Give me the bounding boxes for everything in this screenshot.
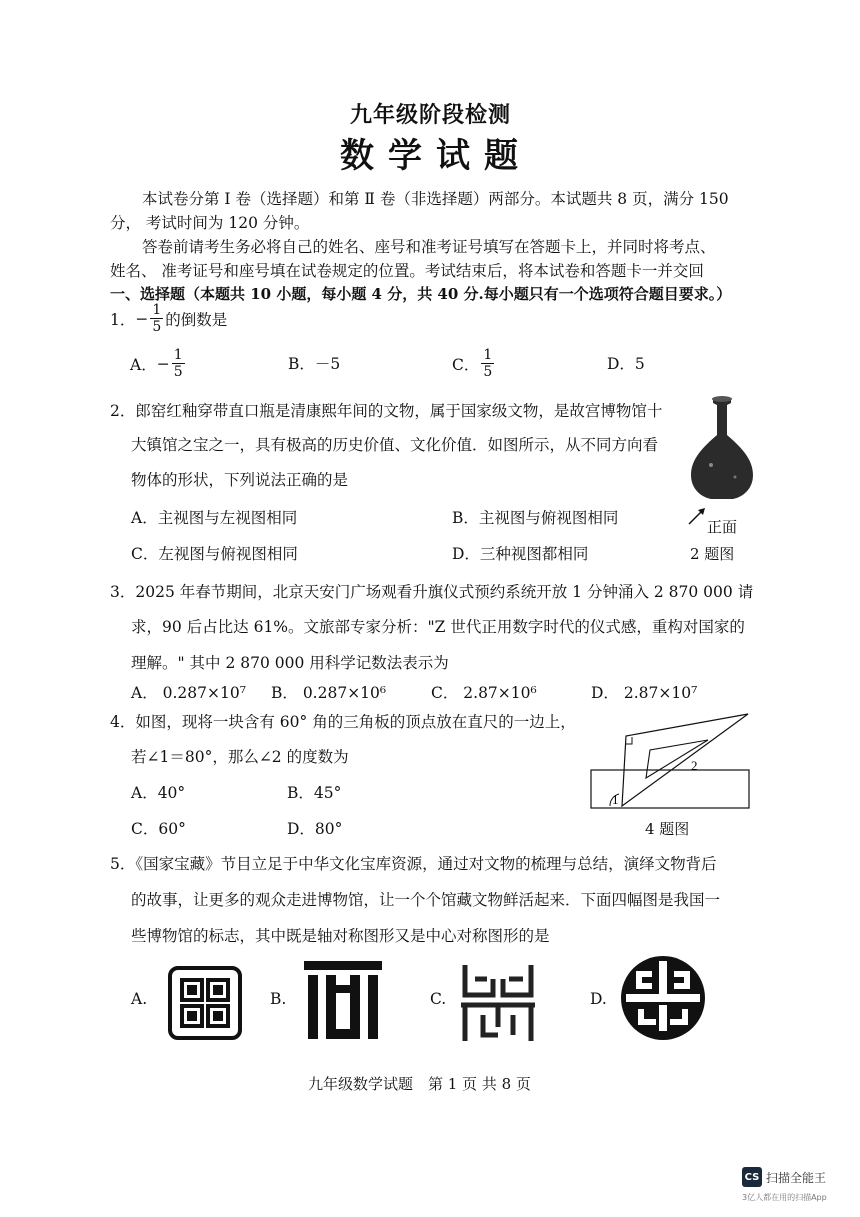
q2-line-2: 大镇馆之宝之一，具有极高的历史价值、文化价值．如图所示，从不同方向看 [131,436,659,454]
option-c[interactable]: C．60° [131,820,186,838]
option-b[interactable]: B． 0.287×10⁶ [271,684,387,702]
option-c[interactable]: C． 2.87×10⁶ [431,684,537,702]
option-c[interactable]: C．左视图与俯视图相同 [131,545,298,563]
intro-line-2: 分， 考试时间为 120 分钟。 [110,214,310,232]
intro-line-1: 本试卷分第 Ⅰ 卷（选择题）和第 Ⅱ 卷（非选择题）两部分。本试题共 8 页，满分 150 [142,190,729,208]
triangle-inner [646,740,708,778]
option-d[interactable]: D． 2.87×10⁷ [591,684,698,702]
minus-sign: − [135,309,149,328]
intro-line-3: 答卷前请考生务必将自己的姓名、座号和准考证号填写在答题卡上，并同时将考点、 [142,238,716,256]
q3-line-3: 理解。" 其中 2 870 000 用科学记数法表示为 [131,654,449,672]
numerator: 1 [173,347,183,363]
option-a[interactable] [130,347,187,380]
q3-line-1: 3．2025 年春节期间，北京天安门广场观看升旗仪式预约系统开放 1 分钟涌入 2 870 000 请 [110,583,754,601]
option-d[interactable]: D．80° [287,820,343,838]
option-b[interactable]: B．－5 [288,355,341,373]
vase-image [683,395,763,501]
scanner-app-name: 扫描全能王 [766,1170,827,1185]
arrow-icon [686,505,708,527]
option-label: A． [130,355,157,374]
triangle-ruler [622,714,748,806]
option-a[interactable]: A. [131,990,148,1008]
page-footer: 九年级数学试题 第 1 页 共 8 页 [308,1075,531,1093]
option-b[interactable]: B．45° [287,784,342,802]
question-number: 1． [110,310,136,329]
front-view-label: 正面 [707,518,738,536]
q4-line-2: 若∠1＝80°，那么∠2 的度数为 [131,748,349,766]
figure-caption: 2 题图 [690,545,735,563]
museum-logo-b [298,955,388,1045]
option-b[interactable]: B. [270,990,287,1008]
scanner-watermark [742,1167,826,1187]
denominator: 5 [173,364,183,380]
q3-line-2: 求，90 后占比达 61%。文旅部专家分析："Z 世代正用数字时代的仪式感，重构对国家的 [131,618,745,636]
intro-line-4: 姓名、 准考证号和座号填在试卷规定的位置。考试结束后，将本试卷和答题卡一并交回 [110,262,704,280]
denominator: 5 [152,319,162,335]
q5-line-2: 的故事，让更多的观众走进博物馆，让一个个馆藏文物鲜活起来．下面四幅图是我国一 [131,891,721,909]
numerator: 1 [152,302,162,318]
q2-line-1: 2．郎窑红釉穿带直口瓶是清康熙年间的文物，属于国家级文物，是故宫博物馆十 [110,402,663,420]
exam-subject-title: 数学试题 [340,136,532,176]
q5-line-1: 5．《国家宝藏》节目立足于中华文化宝库资源，通过对文物的梳理与总结，演绎文物背后 [110,855,717,873]
museum-logo-a [160,958,250,1048]
angle-1-label: 1 [612,792,619,807]
option-c[interactable]: C. [430,990,447,1008]
option-b[interactable]: B．主视图与俯视图相同 [452,509,619,527]
option-a[interactable]: A．40° [131,784,186,802]
option-d[interactable]: D．三种视图都相同 [452,545,589,563]
fraction [481,347,494,380]
section-heading: 一、选择题（本题共 10 小题，每小题 4 分，共 40 分.每小题只有一个选项符合题目要求。） [110,285,732,303]
option-c[interactable] [452,347,496,380]
option-d[interactable]: D．5 [607,355,645,373]
cs-logo-icon: CS [742,1167,762,1187]
angle-2-label: 2 [691,758,698,773]
ruler-triangle-diagram [588,712,753,812]
question-1 [110,302,227,335]
museum-logo-c [453,957,543,1047]
denominator: 5 [483,364,493,380]
option-a[interactable]: A．主视图与左视图相同 [131,509,298,527]
figure-caption: 4 题图 [645,820,690,838]
museum-logo-d [618,953,708,1043]
q4-line-1: 4．如图，现将一块含有 60° 角的三角板的顶点放在直尺的一边上， [110,713,576,731]
numerator: 1 [483,347,493,363]
q5-line-3: 些博物馆的标志，其中既是轴对称图形又是中心对称图形的是 [131,927,550,945]
fraction [150,302,163,335]
scanner-tagline: 3亿人都在用的扫描App [742,1193,827,1202]
minus-sign: − [156,354,170,373]
fraction [172,347,185,380]
option-d[interactable]: D. [590,990,607,1008]
q2-line-3: 物体的形状，下列说法正确的是 [131,471,349,489]
option-label: C． [452,355,480,374]
option-a[interactable]: A． 0.287×10⁷ [131,684,246,702]
exam-title: 九年级阶段检测 [350,102,512,128]
question-text: 的倒数是 [165,310,228,329]
